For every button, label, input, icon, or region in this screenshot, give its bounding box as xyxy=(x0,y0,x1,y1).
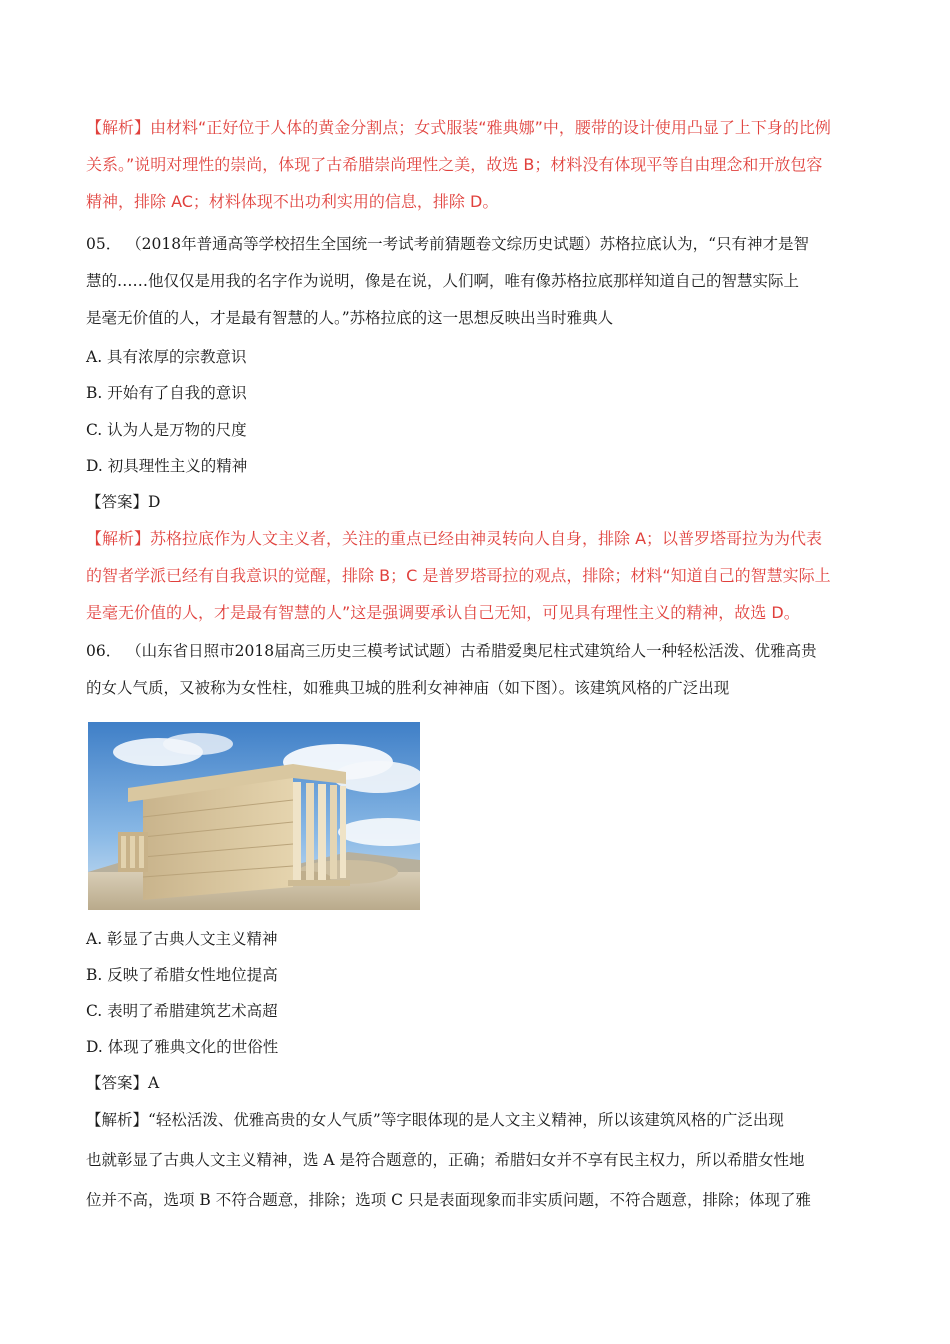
q6-stem-line-2: 的女人气质，又被称为女性柱，如雅典卫城的胜利女神神庙（如下图）。该建筑风格的广泛出现 xyxy=(86,679,730,697)
q5-stem-line-2: 慧的……他仅仅是用我的名字作为说明，像是在说，人们啊，唯有像苏格拉底那样知道自己的智慧实际上 xyxy=(86,272,800,290)
q6-option-c: C. 表明了希腊建筑艺术高超 xyxy=(86,1002,278,1020)
q5-answer: 【答案】D xyxy=(86,493,161,511)
q4-analysis-line-2: 关系。”说明对理性的崇尚，体现了古希腊崇尚理性之美，故选 B；材料没有体现平等自由理念和开放包容 xyxy=(86,155,823,174)
q5-analysis-line-1: 【解析】苏格拉底作为人文主义者，关注的重点已经由神灵转向人自身，排除 A；以普罗塔哥拉为为代表 xyxy=(86,529,823,548)
q5-option-b: B. 开始有了自我的意识 xyxy=(86,384,247,402)
temple-photo xyxy=(88,722,420,910)
q6-analysis-line-3: 位并不高，选项 B 不符合题意，排除；选项 C 只是表面现象而非实质问题，不符合题意，排除；体现了雅 xyxy=(86,1191,811,1209)
q5-stem-line-3: 是毫无价值的人，才是最有智慧的人。”苏格拉底的这一思想反映出当时雅典人 xyxy=(86,309,614,327)
q6-option-d: D. 体现了雅典文化的世俗性 xyxy=(86,1038,279,1056)
q4-analysis-line-1: 【解析】由材料“正好位于人体的黄金分割点；女式服装“雅典娜”中，腰带的设计使用凸显了上下身的比例 xyxy=(86,118,831,137)
q5-analysis-line-3: 是毫无价值的人，才是最有智慧的人”这是强调要承认自己无知，可见具有理性主义的精神，故选 D。 xyxy=(86,603,800,622)
q5-option-d: D. 初具理性主义的精神 xyxy=(86,457,248,475)
q5-stem-line-1: 05． （2018年普通高等学校招生全国统一考试考前猜题卷文综历史试题）苏格拉底认为，“只有神才是智 xyxy=(86,235,810,253)
q6-option-b: B. 反映了希腊女性地位提高 xyxy=(86,966,278,984)
q6-answer: 【答案】A xyxy=(86,1074,160,1092)
q6-analysis-line-1: 【解析】“轻松活泼、优雅高贵的女人气质”等字眼体现的是人文主义精神，所以该建筑风格的广泛出现 xyxy=(86,1111,784,1129)
q6-analysis-line-2: 也就彰显了古典人文主义精神，选 A 是符合题意的，正确；希腊妇女并不享有民主权力，所以希腊女性地 xyxy=(86,1151,805,1169)
q5-option-c: C. 认为人是万物的尺度 xyxy=(86,421,247,439)
q6-stem-line-1: 06． （山东省日照市2018届高三历史三模考试试题）古希腊爱奥尼柱式建筑给人一种轻松活泼、优雅高贵 xyxy=(86,642,817,660)
q5-option-a: A. 具有浓厚的宗教意识 xyxy=(86,348,247,366)
q6-option-a: A. 彰显了古典人文主义精神 xyxy=(86,930,278,948)
q4-analysis-line-3: 精神，排除 AC；材料体现不出功利实用的信息，排除 D。 xyxy=(86,192,499,211)
q5-analysis-line-2: 的智者学派已经有自我意识的觉醒，排除 B；C 是普罗塔哥拉的观点，排除；材料“知道自己的智慧实际上 xyxy=(86,566,831,585)
